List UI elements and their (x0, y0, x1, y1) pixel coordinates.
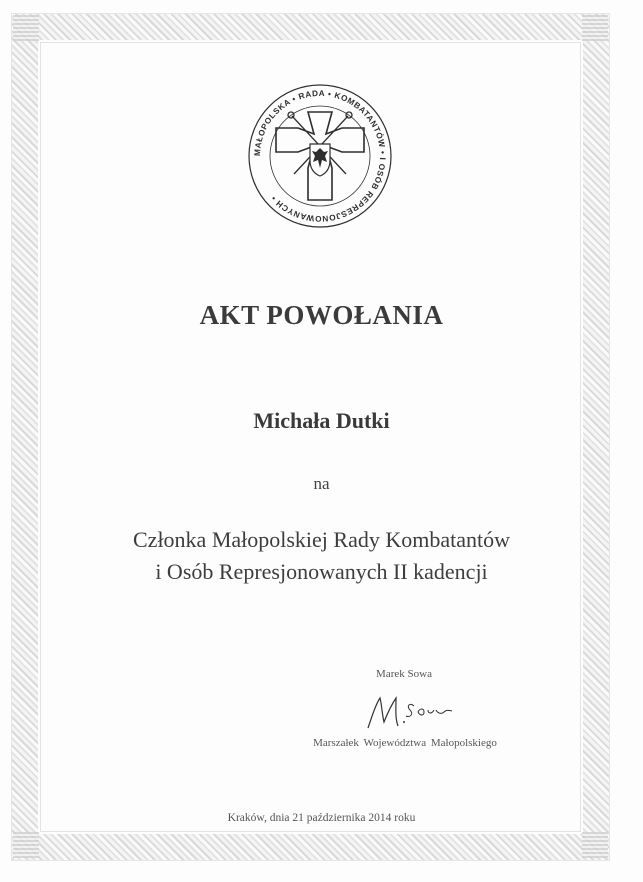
signer-name: Marek Sowa (376, 668, 432, 680)
document-title: AKT POWOŁANIA (199, 300, 444, 330)
eagle-shield-icon (310, 144, 330, 176)
seal-ring-text: MAŁOPOLSKA • RADA • KOMBATANTÓW • I OSÓB REPRESJONOWANYCH • (252, 88, 388, 224)
handwritten-signature (362, 692, 462, 732)
place-and-date: Kraków, dnia 21 października 2014 roku (227, 812, 416, 824)
conjunction-text: na (313, 474, 330, 493)
corner-ornament-bottom-right (582, 832, 608, 858)
role-line-1: Członka Małopolskiej Rady Kombatantów (133, 527, 510, 552)
corner-ornament-top-right (582, 15, 608, 41)
recipient-name: Michała Dutki (253, 408, 390, 433)
corner-ornament-top-left (13, 15, 39, 41)
role-line-2: i Osób Represjonowanych II kadencji (155, 559, 488, 584)
signer-title: Marszałek Województwa Małopolskiego (313, 737, 497, 749)
seal-emblem (246, 82, 394, 230)
corner-ornament-bottom-left (13, 832, 39, 858)
